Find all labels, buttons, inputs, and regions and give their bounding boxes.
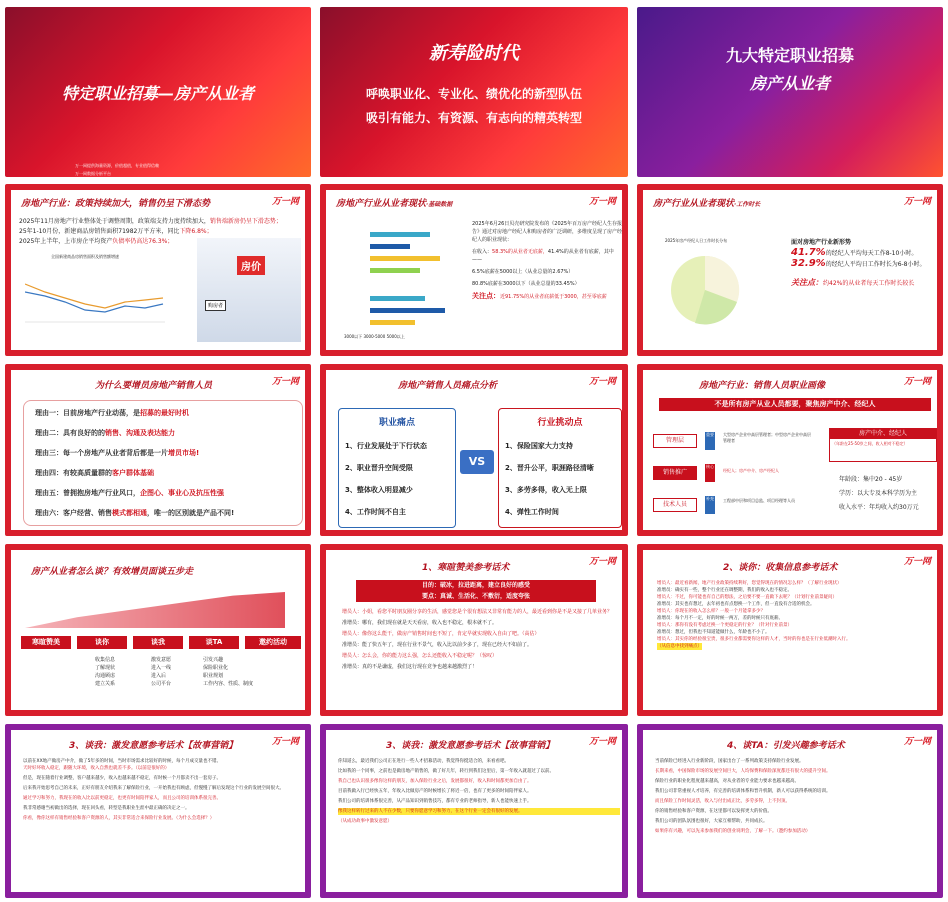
slide-15[interactable] [637,724,943,898]
item: 进入后 [151,673,167,679]
script [655,758,935,835]
slide-11-title: 1、寒暄赞美参考话术 [422,563,510,573]
reason-key: 理由一： [35,409,63,417]
slide-5-text [472,220,622,301]
banner-line: 要点：真诚、生活化、不敷衍，适度夸张 [421,593,530,600]
title-main: 房地产行业从业者现状 [336,199,427,209]
reason-red: 客户群体基础 [112,469,154,477]
line: 我自己也认识很多像你这样的朋友，加入保险行业之后，发展都很好，收入和时间都更加自由了。 [338,779,532,784]
bar [370,256,440,261]
reason-text: 曾拥抱房地产行业风口， [63,489,140,497]
role-management: 管理层 [653,434,697,448]
buyer-badge: 购房者 [205,300,226,311]
dialogue [342,608,618,671]
bullet-text: 2025年上半年，上市房企平均资产 [19,238,113,245]
line: 而且保险工作时间灵活，收入与付出成正比，多劳多得，上不封顶。 [655,799,790,804]
heading: 面对房地产行业新形势 [791,239,852,246]
bar [370,320,415,325]
text-red: 关注点： [472,292,500,300]
slide-3[interactable] [637,7,943,177]
story [23,758,303,822]
logo: 万一网 [271,197,299,207]
price-tag: 房价 [237,256,265,275]
slide-6-title [653,196,760,209]
line: 增员人：怎么会，你的能力这么强，怎么还能收入不稳定呢？（惊叹） [342,653,498,659]
line: 你的销售经验和客户资源，在这里都可以发挥更大的价值。 [655,809,772,814]
reason-red: 企图心、事业心及抗压性强 [140,489,224,497]
text: 在收入： [472,249,493,255]
logo: 万一网 [903,737,931,747]
chart-title: 全国新建商品房销售面积及销售额增速 [51,254,119,259]
slide-4-bullet-1 [19,216,282,225]
reason-red: 招募的最好时机 [140,409,189,417]
line: 长期来看，中国保险市场的发展空间巨大，人均保费和保险深度都还有很大的提升空间。 [655,769,831,774]
slide-12-title: 2、谈你：收集信息参考话术 [723,563,838,573]
line: 我们公司的培训体系很完善，从产品知识到销售技巧，都有专业的老师指导，新人也能快速上手。 [338,799,532,804]
line: 比如我的一个同事，之前也是做房地产销售的，做了好几年，转行到我们这里后，第一年收入就超过了以前。 [338,769,554,774]
line: 我们公司的团队氛围也很好，大家互相帮助，共同成长。 [655,819,768,824]
value: 关注点： [791,278,823,287]
item: 了解现状 [95,665,116,671]
text: 的经纪人平均日工作时长为6-8小时。 [825,261,926,268]
item: 沟通顾虑 [95,673,116,679]
tag: 核心 [705,464,715,482]
reason-4 [35,468,154,478]
profile-box [829,428,937,462]
stat [791,259,941,270]
slide-2-line2: 吸引有能力、有资源、有志向的精英转型 [365,111,582,125]
step-2-items [95,656,115,688]
line: 准增员：其实也有想过，去年初也有点想换一个工作，但一直没有合适的机会。 [657,602,815,607]
line: 增员人：那你有没有考虑过换一个更稳定的行业？（针对行业前景） [657,623,792,628]
item: 职业规划 [203,673,224,679]
slide-2-title: 新寿险时代 [429,43,519,64]
line: 增员人：你现在的收入怎么样？一般一个月能拿多少？ [657,609,765,614]
slide-8-title: 房地产销售人员痛点分析 [398,381,498,391]
logo: 万一网 [271,377,299,387]
slide-10-title: 房产从业者怎么谈？有效增员面谈五步走 [31,567,194,577]
reason-key: 理由六： [35,509,63,517]
bar [370,268,420,273]
logo: 万一网 [271,737,299,747]
logo: 万一网 [903,557,931,567]
slide-12[interactable] [637,544,943,716]
slide-4[interactable] [5,184,311,356]
reason-text: 有较高质量群的 [63,469,112,477]
pain-item: 4、工作时间不自主 [345,508,406,516]
legend-item: 3000-5000 [363,334,386,339]
pie-title: 2025年房产经纪人日工作时长分布 [665,238,728,243]
selling-item: 3、多劳多得，收入无上限 [505,486,587,494]
story [338,758,620,825]
slide-15-title: 4、谈TA：引发兴趣参考话术 [727,741,845,751]
bar [370,244,410,249]
legend-item: 5000以上 [386,334,405,339]
line: 准增员：每个月不一定，好的时候一两万，差的时候只有底薪。 [657,616,783,621]
title-main: 房产行业从业者现状 [653,199,735,209]
pain-points-box [338,408,456,528]
line: 我们公司非常重视人才培养，有完善的培训体系和晋升机制，新人可以获得系统的培训。 [655,789,831,794]
line: 准增员：确实有一些，整个行业还在调整期，我们的收入也不稳定。 [657,588,792,593]
selling-item: 2、晋升公平，职涯路径清晰 [505,464,594,472]
box-title: 行业挑动点 [537,418,583,428]
line: 增员人：其实你的经验很宝贵，很多行业都需要你这样的人才，当时的你也是在行业低潮时入行。 [657,637,851,642]
step-3: 谈我 [133,636,183,649]
slide-7-title: 为什么要增员房地产销售人员 [95,381,213,391]
slide-5-title [336,196,452,209]
item: 工作内容、性质、制度 [203,681,254,687]
line: 增员人：小姐，看您平时朋友圈分享的生活，感觉您是个很有想法又非常有能力的人，最近看到你是不是又接了几单业务？ [342,609,613,615]
item: 公司平台 [151,681,172,687]
reason-6 [35,508,234,518]
para [472,248,622,264]
line: 准增员：哪有，我们现在就是天天看房，收入也不稳定，根本就不了。 [342,620,498,626]
reason-key: 理由五： [35,489,63,497]
tag: 重要 [705,432,715,450]
slide-9[interactable] [637,364,943,536]
box-title: 房产中介、经纪人 [830,429,936,439]
slide-6-text [791,238,941,289]
slide-14-title: 3、谈我：激发意愿参考话术【故事营销】 [386,741,555,751]
bar [370,296,425,301]
reason-key: 理由三： [35,449,63,457]
step-4: 谈TA [189,636,239,649]
banner-line: 目的：破冰，拉进距离，建立良好的感受 [421,582,530,589]
box-title: 职业痛点 [378,418,415,428]
logo: 万一网 [588,557,616,567]
box-sub: （年龄在25-50岁之间，收入相对不稳定） [832,441,908,446]
item: 收集信息 [95,657,116,663]
para: 6.5%底薪在5000以上（从业总量的2.67%） [472,269,574,275]
house-price-illustration [197,238,301,342]
tag: 补充 [705,496,715,514]
pie-chart-thumbnail [665,250,745,330]
slide-1[interactable] [5,7,311,177]
step-3-items [151,656,171,688]
bullet-red: 下降6.8%； [179,228,213,235]
reason-text: 每一个房地产从业者背后都是一片 [63,449,168,457]
steps-illustration [25,592,285,628]
line: 通过学习和努力，我现在的收入比以前更稳定，也更有时间陪伴家人，而且公司的培训体系很完善。 [23,796,221,801]
title-sub: ·工作时长 [734,201,761,208]
title-sub: ·基础数据 [426,201,453,208]
para: 80.8%底薪在3000以下（从业总量的33.45%） [472,281,580,287]
reason-2 [35,428,175,438]
slide-5[interactable] [320,184,628,356]
line: （从成功故事中激发意愿） [338,819,392,824]
bullet-text: 2025年11月房地产行业整体处于调整周期，政策端支持力度持续加大， [19,218,210,225]
reason-3 [35,448,199,458]
line-chart-thumbnail [25,262,165,332]
step-5: 邀约活动 [245,636,301,649]
slide-7[interactable] [5,364,311,536]
reason-key: 理由二： [35,429,63,437]
reason-red: 增员市场! [168,449,200,457]
line: 你知道么，最近我们公司正在进行一些人才招募活动，我觉得你挺适合的，来看看吧。 [338,759,509,764]
slide-11[interactable] [320,544,628,716]
line: 后来我开始思考自己的未来，正好有朋友介绍我来了解保险行业，一开始我也有顾虑，但慢慢了解后发现这个行业的发展空间很大。 [23,786,284,791]
step-1: 寒暄赞美 [21,636,71,649]
para [472,292,622,301]
line: 准增员：想过，但我也不知道能做什么，年龄也不小了。 [657,630,770,635]
slide-1-title: 特定职业招募—房产从业者 [61,84,254,103]
line: 以前在XX地产做房产中介，做了5年多的时间，当时市场需求比较好的时候，每个月成交量也不错。 [23,759,222,764]
item: 建立关系 [95,681,116,687]
line: 保险行业的职业化程度越来越高，对从业者的专业能力要求也越来越高。 [655,779,799,784]
line: 增员人：最近看新闻，地产行业政策持续利好，您觉得现在的情况怎么样？（了解行业现状） [657,581,842,586]
value: 41.7% [791,247,826,258]
stat [791,278,941,289]
detail: 大型房产企业中高层管理者；中型房产企业中高层管理者 [723,432,811,443]
slide-4-bullet-2 [19,226,213,235]
slide-4-title: 房地产行业：政策持续加大，销售仍呈下滑态势 [21,199,211,209]
fact-education: 学历：以大专及本科学历为主 [839,490,918,497]
reason-5 [35,488,224,498]
goal-banner [356,580,596,602]
reason-red: 模式都相通 [112,509,147,517]
role-sales: 销售推广 [653,466,697,480]
fact-age: 年龄段：集中20 - 45岁 [839,476,903,483]
legend [344,332,405,341]
line: （从信息中找到痛点） [657,644,702,649]
detail: 经纪人；房产中介、房产经纪人 [723,468,779,473]
value: 32.9% [791,258,826,269]
line: 如果你有兴趣，可以先来参加我们的创业说明会，了解一下。（邀约参加活动） [655,829,811,834]
slide-8[interactable] [320,364,628,536]
para: 2025年6月26日贝壳研究院发布的《2025年百万房产经纪人生存报告》通过对房地产经纪人和购房者的广泛调研，多维度呈现了房产经纪人的职业现状： [472,221,623,243]
line: 但是，现在随着行业调整，客户越来越少，收入也越来越不稳定，有时候一个月都卖不出一套房子。 [23,776,221,781]
selling-item: 4、弹性工作时间 [505,508,559,516]
logo: 万一网 [588,197,616,207]
selling-points-box [498,408,622,528]
step-2: 谈你 [77,636,127,649]
slide-4-bullet-3 [19,236,173,245]
pain-item: 3、整体收入明显减少 [345,486,413,494]
line: 准增员：真的不是谦虚，我们这行现在竞争也越来越激烈了！ [342,664,478,670]
pain-item: 1、行业发展处于下行状态 [345,442,427,450]
bullet-red: 销售端新房仍呈下滑态势； [209,218,282,225]
reason-text: ，唯一的区别就是产品不同! [147,509,235,517]
item: 保险职业化 [203,665,229,671]
logo: 万一网 [903,197,931,207]
slide-6[interactable] [637,184,943,356]
slide-13[interactable] [5,724,311,898]
line: 像我这样转行过来的人不在少数，只要你愿意学习和努力，在这个行业一定会有很好的发展。 [338,808,620,815]
item: 进入一线 [151,665,172,671]
item: 引发兴趣 [203,657,224,663]
slide-10[interactable] [5,544,311,716]
legend-item: 3000以下 [344,334,363,339]
slide-2-line1: 呼唤职业化、专业化、绩优化的新型队伍 [365,87,582,101]
text: 约42%的从业者每天工作时长较长 [823,280,915,287]
logo: 万一网 [903,377,931,387]
reason-key: 理由四： [35,469,63,477]
text-red: 58.3%的从业者无底薪， [492,249,548,255]
reason-text: 目前房地产行业动荡，是 [63,409,140,417]
bullet-text: 25年1-10月份，新建商品房销售面积71982万平方米，同比 [19,228,180,235]
bullet-red: 负债率仍高达76.3%； [112,238,174,245]
vs-icon: VS [460,450,494,474]
pain-item: 2、职业晋升空间受限 [345,464,413,472]
line: 当前保险已经进入行业新阶段，国家出台了一系列政策支持保险行业发展。 [655,759,804,764]
text-red: 近91.75%的从业者底薪低于3000，甚至零底薪 [500,294,607,300]
line: 准增员：能了快五年了，现在行业不景气，收入比以前少多了，现在已经大不如前了。 [342,642,533,648]
slide-3-line1: 九大特定职业招募 [725,46,854,65]
bar [370,308,445,313]
item: 激发意愿 [151,657,172,663]
line: 增员人：像你这么能干，做房产销售时间也不短了，肯定早就实现收入自由了吧。（高估） [342,631,540,637]
text: 41.4%的从业者有底薪，其中—— [472,249,614,263]
detail: 工程部中层和项目总监、项目经理等人员 [723,498,795,503]
slide-1-foot2: 万一网数据分析平台 [75,171,111,176]
logo: 万一网 [588,737,616,747]
slide-3-line2: 房产从业者 [749,74,830,93]
focus-banner: 不是所有房产从业人员都要，聚焦房产中介、经纪人 [659,398,931,411]
reason-text: 具有良好的的 [63,429,105,437]
bar [370,232,430,237]
line: 天时好坏收入稳定，跟随大环境，收入自然也就差不多。（以前是很好的） [23,766,170,771]
role-tech: 技术人员 [653,498,697,512]
logo: 万一网 [588,377,616,387]
fact-income: 收入水平：年均收入约30万元 [839,504,919,511]
selling-item: 1、保险国家大力支持 [505,442,573,450]
slide-1-foot1: 万一网提供海量资源，价值超值，专业值得信赖 [75,163,159,168]
slide-13-title: 3、谈我：激发意愿参考话术【故事营销】 [69,741,238,751]
line: 增员人：不过，你可能也有自己的想法，之后要不要一直做下去呢？（计划行业前景疑问） [657,595,837,600]
reason-1 [35,408,189,418]
step-4-items [203,656,253,688]
bar-chart-thumbnail [334,224,464,344]
reason-text: 客户经营、销售 [63,509,112,517]
reason-red: 销售、沟通及表达能力 [105,429,175,437]
dialogue [657,580,937,650]
line: 你看，像你这样有销售经验和客户资源的人，其实非常适合来保险行业发展。（为什么会选择？） [23,816,215,821]
slide-14[interactable] [320,724,628,898]
line: 目前我做入行已经快五年，年收入比做房产的时候增长了将近一倍，也有了更多的时间陪伴家人。 [338,789,532,794]
line: 我非常感谢当初做出的选择，现在回头看，转型是我职业生涯中最正确的决定之一。 [23,806,190,811]
slide-9-title: 房地产行业：销售人员职业画像 [699,381,826,391]
text: 的经纪人平均每天工作8-10小时。 [825,250,918,257]
slide-2[interactable] [320,7,628,177]
